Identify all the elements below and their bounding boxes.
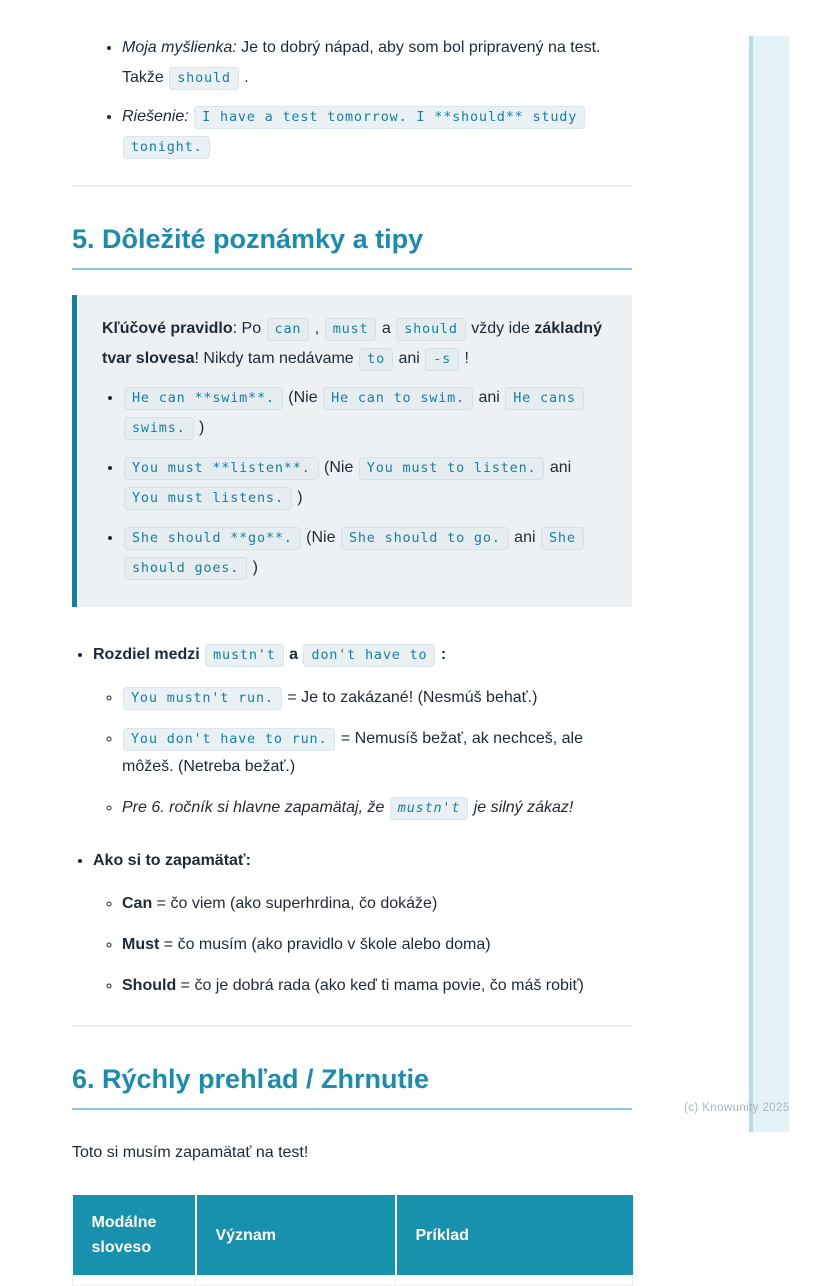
section-divider — [72, 185, 632, 187]
text-segment: : Po — [232, 320, 266, 337]
intro-list — [72, 33, 632, 162]
text-segment: Je to dobrý nápad, aby som bol pripravený na test. Takže — [122, 39, 601, 86]
list-item — [122, 890, 632, 918]
text-segment: , — [310, 320, 324, 337]
text-segment: je silný zákaz! — [469, 799, 574, 816]
text-segment: Moja myšlienka: — [122, 39, 237, 56]
notes-list — [72, 641, 632, 1000]
text-segment: Kľúčové pravidlo — [102, 320, 233, 337]
table-row — [73, 1276, 633, 1286]
section-6-heading: 6. Rýchly prehľad / Zhrnutie — [72, 1063, 632, 1110]
text-segment: Ako si to zapamätať: — [93, 852, 251, 869]
text-segment: . — [239, 69, 249, 86]
text-segment: ani — [394, 350, 425, 367]
text-segment: : — [436, 646, 447, 663]
text-segment: ani — [509, 529, 540, 546]
text-segment: a — [284, 646, 303, 663]
text-segment: ) — [292, 489, 303, 506]
list-item — [123, 523, 606, 583]
table-cell — [73, 1276, 196, 1286]
list-item — [122, 684, 632, 712]
inline-code: mustn't — [205, 644, 284, 667]
text-segment: základný tvar slovesa — [102, 320, 602, 367]
text-segment: ani — [545, 459, 572, 476]
list-item — [122, 725, 632, 781]
inline-code: You mustn't run. — [123, 687, 282, 710]
inline-code: should — [169, 67, 239, 90]
callout-lead — [102, 314, 606, 374]
section-divider — [72, 1025, 632, 1027]
table-cell — [396, 1276, 633, 1286]
text-segment: ! — [460, 350, 469, 367]
text-segment: = Nemusíš bežať, ak nechceš, ale môžeš. (Netreba bežať.) — [122, 730, 583, 775]
inline-code: He can to swim. — [323, 387, 473, 410]
text-segment: Can — [122, 895, 153, 912]
table-header-cell: Modálne sloveso — [73, 1195, 196, 1276]
text-segment: (Nie — [319, 459, 358, 476]
document-content — [72, 0, 632, 1286]
summary-intro-text: Toto si musím zapamätať na test! — [72, 1144, 309, 1161]
inline-code: must — [325, 318, 377, 341]
list-item — [122, 931, 632, 959]
list-item — [93, 641, 632, 822]
inline-code: don't have to — [303, 644, 435, 667]
list-item — [122, 972, 632, 1000]
inline-code: mustn't — [390, 797, 469, 820]
callout-list — [102, 383, 606, 583]
inline-code: You don't have to run. — [123, 728, 335, 751]
list-item — [122, 794, 632, 822]
text-segment: = čo je dobrá rada (ako keď ti mama povie, čo máš robiť) — [176, 977, 584, 994]
inline-code: You must **listen**. — [124, 457, 319, 480]
text-segment: ) — [194, 419, 205, 436]
text-segment: = Je to zakázané! (Nesmúš behať.) — [282, 689, 538, 706]
text-segment: ! Nikdy tam nedávame — [194, 350, 359, 367]
text-segment: a — [377, 320, 396, 337]
page-edge-strip — [749, 36, 789, 1132]
copyright-watermark: (c) Knowunity 2025 — [684, 1102, 790, 1114]
inline-code: should — [396, 318, 466, 341]
section-5-heading: 5. Dôležité poznámky a tipy — [72, 223, 632, 270]
list-item — [123, 383, 606, 443]
list-item — [122, 102, 632, 162]
list-item-text — [93, 646, 446, 663]
sub-list — [93, 890, 632, 1000]
key-rule-callout — [72, 295, 632, 607]
inline-code: to — [359, 348, 393, 371]
text-segment: Must — [122, 936, 160, 953]
inline-code: She should to go. — [341, 527, 509, 550]
inline-code: -s — [425, 348, 459, 371]
inline-code: You must listens. — [124, 487, 292, 510]
table-cell — [196, 1276, 396, 1286]
text-segment: Rozdiel medzi — [93, 646, 205, 663]
inline-code: I have a test tomorrow. I **should** study tonight. — [123, 106, 585, 159]
inline-code: can — [267, 318, 310, 341]
inline-code: He can **swim**. — [124, 387, 283, 410]
text-segment: (Nie — [301, 529, 340, 546]
text-segment: ) — [248, 559, 258, 576]
text-segment: = čo viem (ako superhrdina, čo dokáže) — [152, 895, 438, 912]
list-item-text — [93, 852, 251, 869]
text-segment: Riešenie: — [122, 108, 194, 125]
list-item — [122, 33, 632, 93]
table-header-cell: Význam — [196, 1195, 396, 1276]
summary-table — [72, 1195, 633, 1286]
text-segment: = čo musím (ako pravidlo v škole alebo doma) — [159, 936, 491, 953]
inline-code: She should **go**. — [124, 527, 301, 550]
text-segment: Pre 6. ročník si hlavne zapamätaj, že — [122, 799, 389, 816]
text-segment: vždy ide — [466, 320, 535, 337]
sub-list — [93, 684, 632, 822]
list-item — [123, 453, 606, 513]
inline-code: He cans swims. — [124, 387, 584, 440]
text-segment: ani — [474, 389, 505, 406]
text-segment: Should — [122, 977, 177, 994]
inline-code: You must to listen. — [359, 457, 545, 480]
text-segment: (Nie — [283, 389, 323, 406]
table-header-row — [73, 1195, 633, 1276]
list-item — [93, 847, 632, 1000]
inline-code: She should goes. — [124, 527, 584, 580]
table-header-cell: Príklad — [396, 1195, 633, 1276]
